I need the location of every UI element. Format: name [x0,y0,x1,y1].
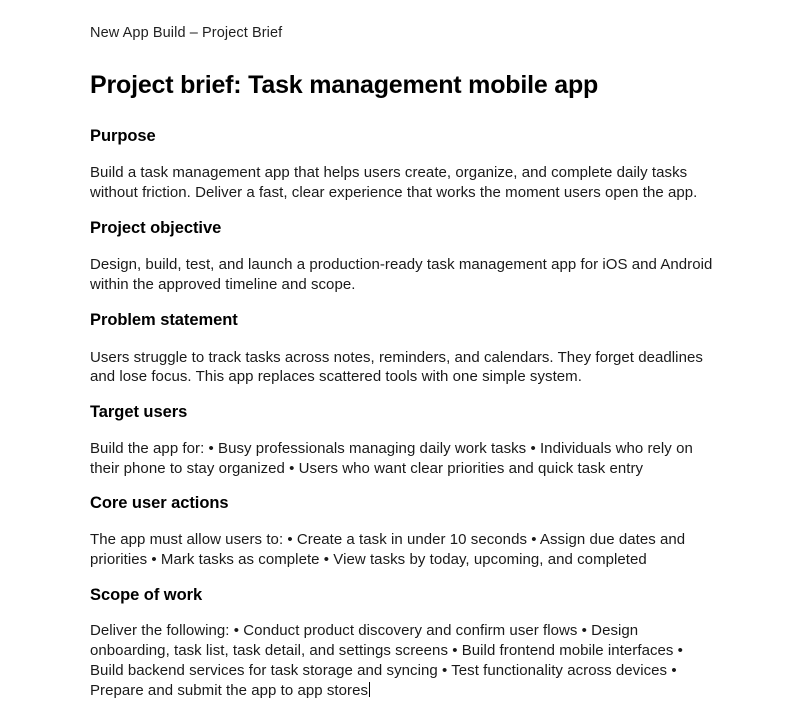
document-title: Project brief: Task management mobile app [90,70,599,99]
section-body-project-objective[interactable]: Design, build, test, and launch a production-ready task management app for iOS and Android within the approved timeline and scope. [90,256,717,294]
section-purpose [90,126,715,203]
section-heading-target-users: Target users [90,403,188,422]
section-heading-core-user-actions: Core user actions [90,494,229,513]
document-header-line: New App Build – Project Brief [90,25,283,41]
section-body-problem-statement[interactable]: Users struggle to track tasks across notes, reminders, and calendars. They forget deadlines and lose focus. This app replaces scattered tools with one simple system. [90,348,708,386]
section-heading-problem-statement: Problem statement [90,311,238,329]
text-caret [369,682,371,697]
section-heading-project-objective: Project objective [90,218,222,237]
section-body-core-user-actions[interactable]: The app must allow users to: • Create a task in under 10 seconds • Assign due dates and priorities • Mark tasks as complete • View tasks by today, upcoming, and completed [90,531,690,568]
section-project-objective [90,218,715,295]
section-body-scope-of-work[interactable] [90,621,715,700]
section-body-purpose[interactable]: Build a task management app that helps users create, organize, and complete daily tasks without friction. Deliver a fast, clear experience that works the moment users open the app. [90,164,698,201]
section-body-target-users[interactable]: Build the app for: • Busy professionals managing daily work tasks • Individuals who rely on their phone to stay organized • Users who want clear priorities and quick task entry [90,439,698,477]
section-body-scope-of-work-text: Deliver the following: • Conduct product discovery and confirm user flows • Design onboarding, task list, task detail, and settings screens • Build frontend mobile interfaces • Build backend services for task storage and syncing • Test functionality across devices • Prepare and submit the app to app stores [90,622,688,699]
section-scope-of-work [90,585,715,701]
section-core-user-actions [90,493,715,569]
section-problem-statement [90,310,715,387]
section-heading-purpose: Purpose [90,126,156,145]
section-heading-scope-of-work: Scope of work [90,585,203,604]
section-target-users [90,402,715,478]
